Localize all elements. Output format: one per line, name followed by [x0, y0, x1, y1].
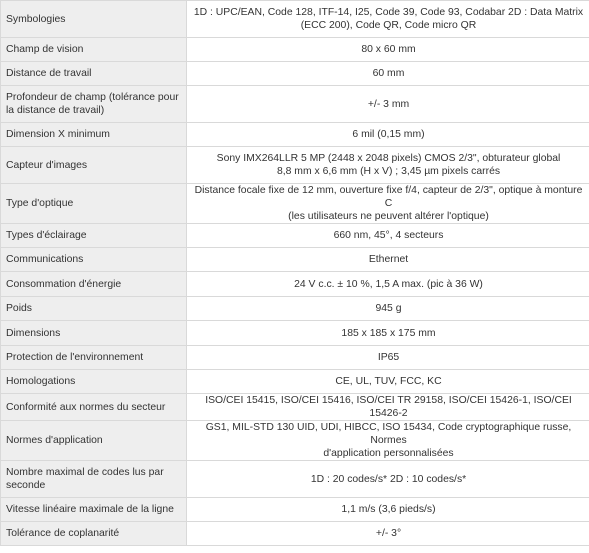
spec-label: [1, 272, 187, 297]
spec-label: [1, 38, 187, 62]
spec-row-dimensions: [1, 321, 589, 346]
spec-value: [187, 224, 589, 248]
spec-value: [187, 297, 589, 321]
spec-value: [187, 370, 589, 394]
spec-value-text: 60 mm: [372, 68, 405, 79]
spec-value-text: Distance focale fixe de 12 mm, ouverture fixe f/4, capteur de 2/3", optique à monture C: [194, 185, 583, 209]
spec-label-text: Normes d'application: [6, 435, 103, 446]
spec-value: [187, 1, 589, 38]
spec-row-symbologies: [1, 1, 589, 38]
spec-label-text: Tolérance de coplanarité: [6, 528, 120, 539]
spec-label-text: Capteur d'images: [6, 159, 88, 171]
spec-value-text: 24 V c.c. ± 10 %, 1,5 A max. (pic à 36 W): [294, 278, 483, 290]
spec-value: [187, 394, 589, 421]
spec-row-weight: [1, 297, 589, 321]
spec-row-communications: [1, 248, 589, 272]
spec-label-text: Protection de l'environnement: [6, 352, 144, 363]
spec-row-application-standards: [1, 421, 589, 461]
spec-value-text: 185 x 185 x 175 mm: [341, 327, 436, 339]
spec-value-text: 1D : 20 codes/s* 2D : 10 codes/s*: [310, 473, 467, 485]
spec-value: [187, 461, 589, 498]
spec-row-optics-type: [1, 184, 589, 224]
spec-value-text: +/- 3 mm: [367, 98, 410, 110]
spec-label: [1, 346, 187, 370]
spec-value-text: 80 x 60 mm: [361, 44, 416, 55]
spec-label-text: Communications: [6, 254, 84, 265]
spec-row-working-distance: [1, 62, 589, 86]
spec-value-text: GS1, MIL-STD 130 UID, UDI, HIBCC, ISO 15434, Code cryptographique russe, Normes: [205, 422, 572, 446]
spec-label-text: Consommation d'énergie: [6, 278, 122, 290]
spec-label-text: Conformité aux normes du secteur: [6, 401, 166, 413]
spec-label: [1, 147, 187, 184]
spec-value-text: ISO/CEI 15415, ISO/CEI 15416, ISO/CEI TR 29158, ISO/CEI 15426-1, ISO/CEI 15426-2: [205, 395, 572, 419]
spec-row-coplanarity-tolerance: [1, 522, 589, 546]
spec-value-text: +/- 3°: [375, 528, 402, 539]
spec-value: [187, 321, 589, 346]
spec-value-text: (les utilisateurs ne peuvent altérer l'optique): [288, 211, 489, 222]
spec-label: [1, 498, 187, 522]
spec-label: [1, 184, 187, 224]
spec-value: [187, 38, 589, 62]
spec-label-text: Poids: [6, 303, 32, 314]
spec-label-text: Distance de travail: [6, 68, 92, 79]
spec-value-text: CE, UL, TUV, FCC, KC: [335, 376, 442, 387]
spec-value-text: Sony IMX264LLR 5 MP (2448 x 2048 pixels) CMOS 2/3", obturateur global: [216, 153, 561, 164]
spec-row-industry-standards: [1, 394, 589, 421]
spec-row-power-consumption: [1, 272, 589, 297]
spec-label: [1, 1, 187, 38]
spec-label: [1, 461, 187, 498]
spec-row-approvals: [1, 370, 589, 394]
spec-label: [1, 522, 187, 546]
spec-value: [187, 123, 589, 147]
spec-value: [187, 147, 589, 184]
spec-row-max-line-speed: [1, 498, 589, 522]
spec-label-text: seconde: [6, 480, 46, 491]
spec-value-text: 8,8 mm x 6,6 mm (H x V) ; 3,45 µm pixels carrés: [276, 166, 501, 177]
spec-label-text: Symbologies: [6, 13, 66, 25]
spec-label-text: Type d'optique: [6, 198, 74, 209]
spec-value-text: (ECC 200), Code QR, Code micro QR: [300, 20, 477, 31]
spec-label: [1, 248, 187, 272]
spec-value: [187, 498, 589, 522]
spec-label: [1, 321, 187, 346]
spec-value: [187, 522, 589, 546]
spec-row-max-reads-per-second: [1, 461, 589, 498]
spec-value-text: 1D : UPC/EAN, Code 128, ITF-14, I25, Code 39, Code 93, Codabar 2D : Data Matrix: [193, 7, 584, 18]
spec-value: [187, 86, 589, 123]
spec-label-text: Vitesse linéaire maximale de la ligne: [6, 504, 174, 515]
spec-label: [1, 370, 187, 394]
spec-label-text: Nombre maximal de codes lus par: [6, 467, 164, 478]
spec-value-text: 6 mil (0,15 mm): [352, 129, 425, 140]
spec-label: [1, 421, 187, 461]
spec-label-text: Homologations: [6, 376, 76, 387]
spec-label-text: la distance de travail): [6, 105, 105, 116]
spec-table-body: [1, 1, 589, 546]
spec-value: [187, 184, 589, 224]
spec-value-text: IP65: [377, 352, 400, 363]
spec-label-text: Types d'éclairage: [6, 230, 87, 241]
spec-row-environmental-protection: [1, 346, 589, 370]
spec-value: [187, 421, 589, 461]
spec-value: [187, 346, 589, 370]
spec-row-min-x-dimension: [1, 123, 589, 147]
spec-value-text: 1,1 m/s (3,6 pieds/s): [341, 504, 436, 515]
spec-value-text: d'application personnalisées: [323, 448, 454, 459]
spec-row-lighting-types: [1, 224, 589, 248]
spec-label: [1, 62, 187, 86]
spec-label: [1, 297, 187, 321]
spec-label-text: Dimensions: [6, 327, 61, 339]
spec-label: [1, 86, 187, 123]
spec-label: [1, 123, 187, 147]
spec-label-text: Profondeur de champ (tolérance pour: [6, 92, 179, 103]
spec-value: [187, 272, 589, 297]
spec-label-text: Champ de vision: [6, 44, 84, 55]
spec-row-image-sensor: [1, 147, 589, 184]
spec-value: [187, 248, 589, 272]
spec-value: [187, 62, 589, 86]
spec-value-text: 945 g: [375, 303, 402, 314]
spec-row-field-of-view: [1, 38, 589, 62]
spec-value-text: Ethernet: [368, 254, 409, 265]
spec-label-text: Dimension X minimum: [6, 129, 110, 140]
spec-label: [1, 224, 187, 248]
spec-row-depth-of-field: [1, 86, 589, 123]
spec-label: [1, 394, 187, 421]
spec-value-text: 660 nm, 45°, 4 secteurs: [333, 230, 444, 241]
